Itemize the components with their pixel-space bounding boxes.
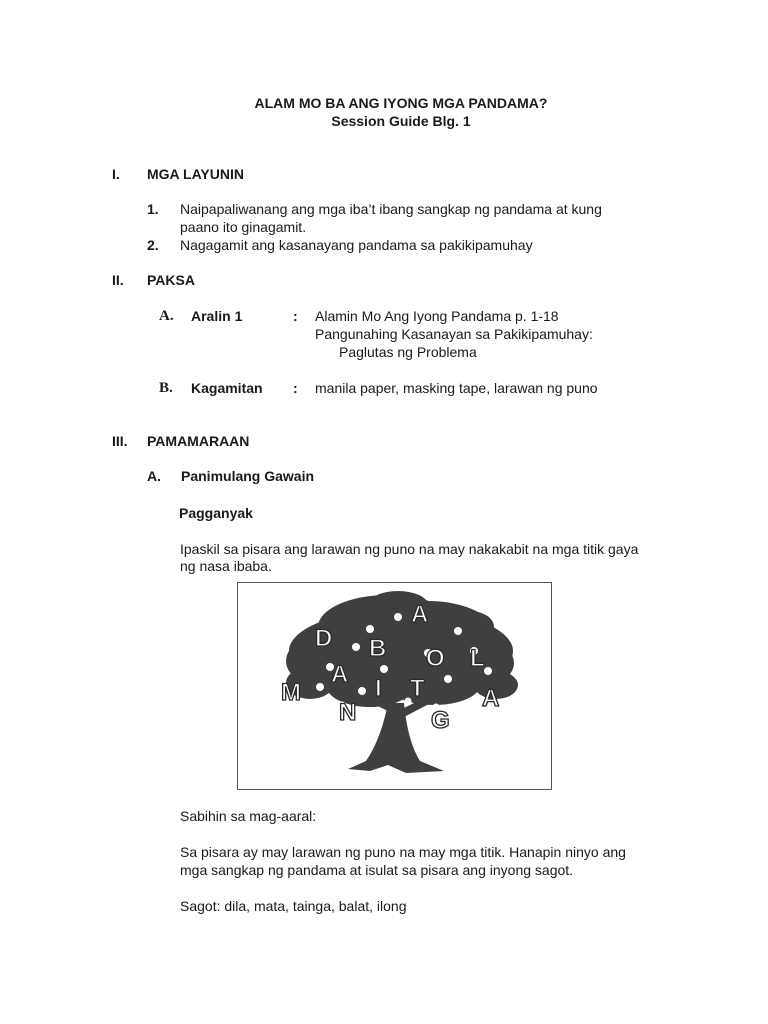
tree-letter: T bbox=[410, 675, 425, 702]
tree-letter: A bbox=[411, 601, 429, 628]
tree-letter: B bbox=[369, 635, 387, 662]
subsection-letter: A. bbox=[147, 468, 161, 484]
list-item-text: Nagagamit ang kasanayang pandama sa pakikipamuhay bbox=[180, 237, 533, 253]
tree-shape bbox=[286, 591, 518, 773]
tree-illustration bbox=[238, 583, 551, 789]
section-numeral: II. bbox=[112, 272, 124, 288]
section-heading: PAKSA bbox=[147, 272, 195, 288]
subsection-value-cont: Pangunahing Kasanayan sa Pakikipamuhay: bbox=[315, 326, 593, 342]
subsection-value: Alamin Mo Ang Iyong Pandama p. 1-18 bbox=[315, 308, 559, 324]
tree-letter: L bbox=[470, 645, 485, 672]
instruction-text-cont: ng nasa ibaba. bbox=[180, 558, 272, 574]
section-numeral: I. bbox=[112, 166, 120, 182]
prompt-text-cont: mga sangkap ng pandama at isulat sa pisara ang inyong sagot. bbox=[180, 862, 574, 878]
list-item-number: 1. bbox=[147, 201, 159, 217]
tree-letter: I bbox=[375, 675, 382, 702]
prompt-text: Sa pisara ay may larawan ng puno na may mga titik. Hanapin ninyo ang bbox=[180, 844, 626, 860]
section-heading: MGA LAYUNIN bbox=[147, 166, 244, 182]
section-numeral: III. bbox=[112, 433, 128, 449]
list-item-number: 2. bbox=[147, 237, 159, 253]
label-colon: : bbox=[293, 380, 298, 396]
tree-letter: O bbox=[426, 645, 445, 672]
subsection-value-cont: Paglutas ng Problema bbox=[339, 344, 477, 360]
activity-heading: Pagganyak bbox=[179, 505, 253, 521]
subsection-heading: Panimulang Gawain bbox=[181, 468, 315, 484]
tree-letter: M bbox=[281, 679, 301, 706]
label-colon: : bbox=[293, 308, 298, 324]
instruction-text: Sabihin sa mag-aaral: bbox=[180, 808, 317, 824]
document-subtitle: Session Guide Blg. 1 bbox=[331, 113, 471, 129]
instruction-text: Ipaskil sa pisara ang larawan ng puno na may nakakabit na mga titik gaya bbox=[180, 541, 639, 557]
subsection-value: manila paper, masking tape, larawan ng puno bbox=[315, 380, 598, 396]
tree-image-frame bbox=[237, 582, 552, 790]
subsection-label: Kagamitan bbox=[191, 380, 263, 396]
tree-letter: G bbox=[431, 707, 450, 734]
tree-letter: A bbox=[482, 685, 500, 712]
subsection-letter: B. bbox=[159, 380, 173, 396]
section-heading: PAMAMARAAN bbox=[147, 433, 250, 449]
subsection-letter: A. bbox=[159, 308, 174, 324]
tree-letter: D bbox=[315, 625, 333, 652]
list-item-text: Naipapaliwanang ang mga iba’t ibang sangkap ng pandama at kung bbox=[180, 201, 602, 217]
document-title: ALAM MO BA ANG IYONG MGA PANDAMA? bbox=[254, 95, 548, 111]
list-item-text-cont: paano ito ginagamit. bbox=[180, 219, 307, 235]
tree-letter: N bbox=[339, 699, 357, 726]
subsection-label: Aralin 1 bbox=[191, 308, 243, 324]
answer-text: Sagot: dila, mata, tainga, balat, ilong bbox=[180, 898, 407, 914]
tree-letter: A bbox=[331, 661, 349, 688]
